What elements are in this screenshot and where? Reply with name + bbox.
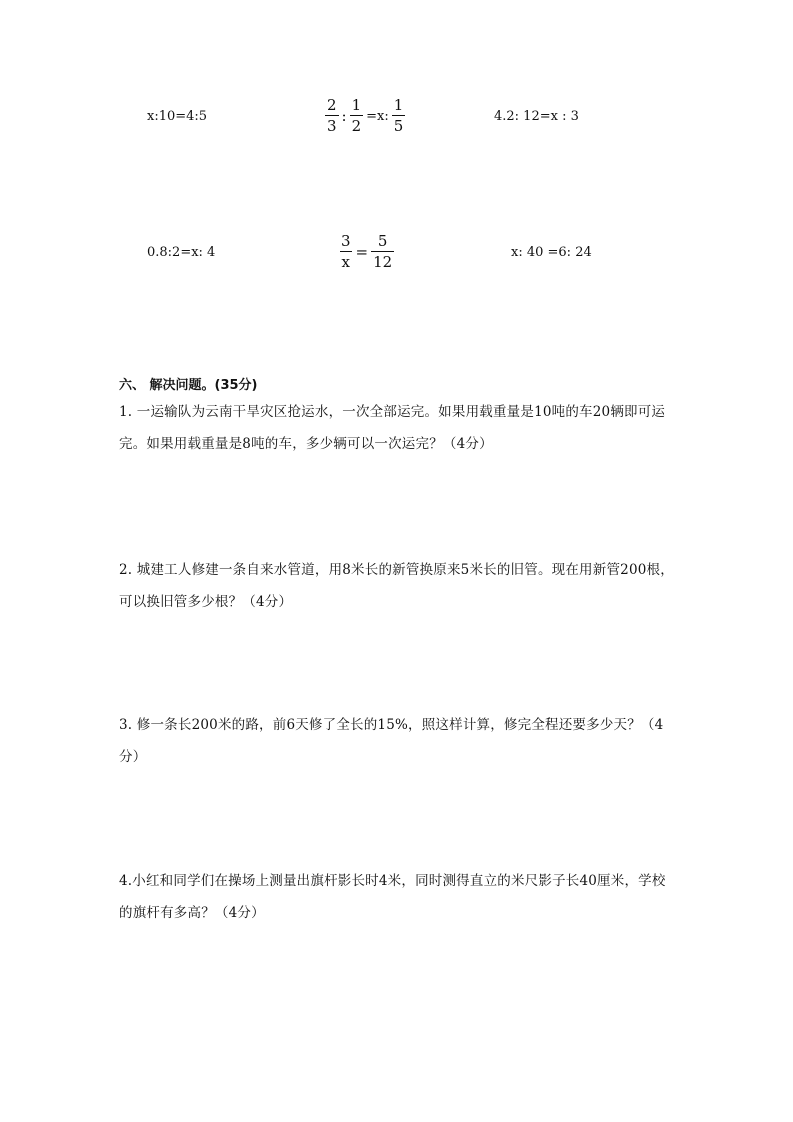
- fraction: [350, 98, 364, 134]
- denominator: 2: [351, 117, 362, 135]
- problem-3: 3. 修一条长200米的路，前6天修了全长的15%，照这样计算，修完全程还要多少天？（4分）: [119, 717, 664, 765]
- equation-2-fraction-proportion: [324, 98, 406, 134]
- numerator: 1: [351, 96, 362, 114]
- numerator: 5: [377, 232, 388, 250]
- denominator: 12: [373, 253, 393, 271]
- denominator: x: [341, 253, 350, 271]
- equation-3: 4.2: 12=x : 3: [494, 109, 579, 124]
- equation-1: x:10=4:5: [147, 109, 208, 124]
- operator: =x:: [366, 108, 389, 124]
- equation-5-fraction-proportion: [338, 234, 395, 270]
- equation-4: 0.8:2=x: 4: [147, 245, 216, 260]
- fraction: [339, 234, 353, 270]
- equation-6: x: 40 =6: 24: [511, 245, 592, 260]
- fraction: [371, 234, 394, 270]
- problem-1: 1. 一运输队为云南干旱灾区抢运水，一次全部运完。如果用载重量是10吨的车20辆即可运完。如果用载重量是8吨的车，多少辆可以一次运完？（4分）: [119, 404, 666, 452]
- denominator: 5: [393, 117, 404, 135]
- denominator: 3: [327, 117, 337, 135]
- problem-4: 4.小红和同学们在操场上测量出旗杆影长时4米，同时测得直立的米尺影子长40厘米，学校的旗杆有多高？（4分）: [119, 873, 666, 921]
- fraction: [392, 98, 406, 134]
- operator: :: [341, 107, 347, 125]
- section-title: 六、 解决问题。(35分): [119, 378, 258, 393]
- problem-2: 2. 城建工人修建一条自来水管道，用8米长的新管换原来5米长的旧管。现在用新管200根，可以换旧管多少根？（4分）: [119, 562, 674, 610]
- numerator: 2: [327, 96, 337, 114]
- operator: =: [355, 243, 369, 261]
- numerator: 3: [341, 232, 351, 250]
- fraction: [325, 98, 339, 134]
- numerator: 1: [393, 96, 404, 114]
